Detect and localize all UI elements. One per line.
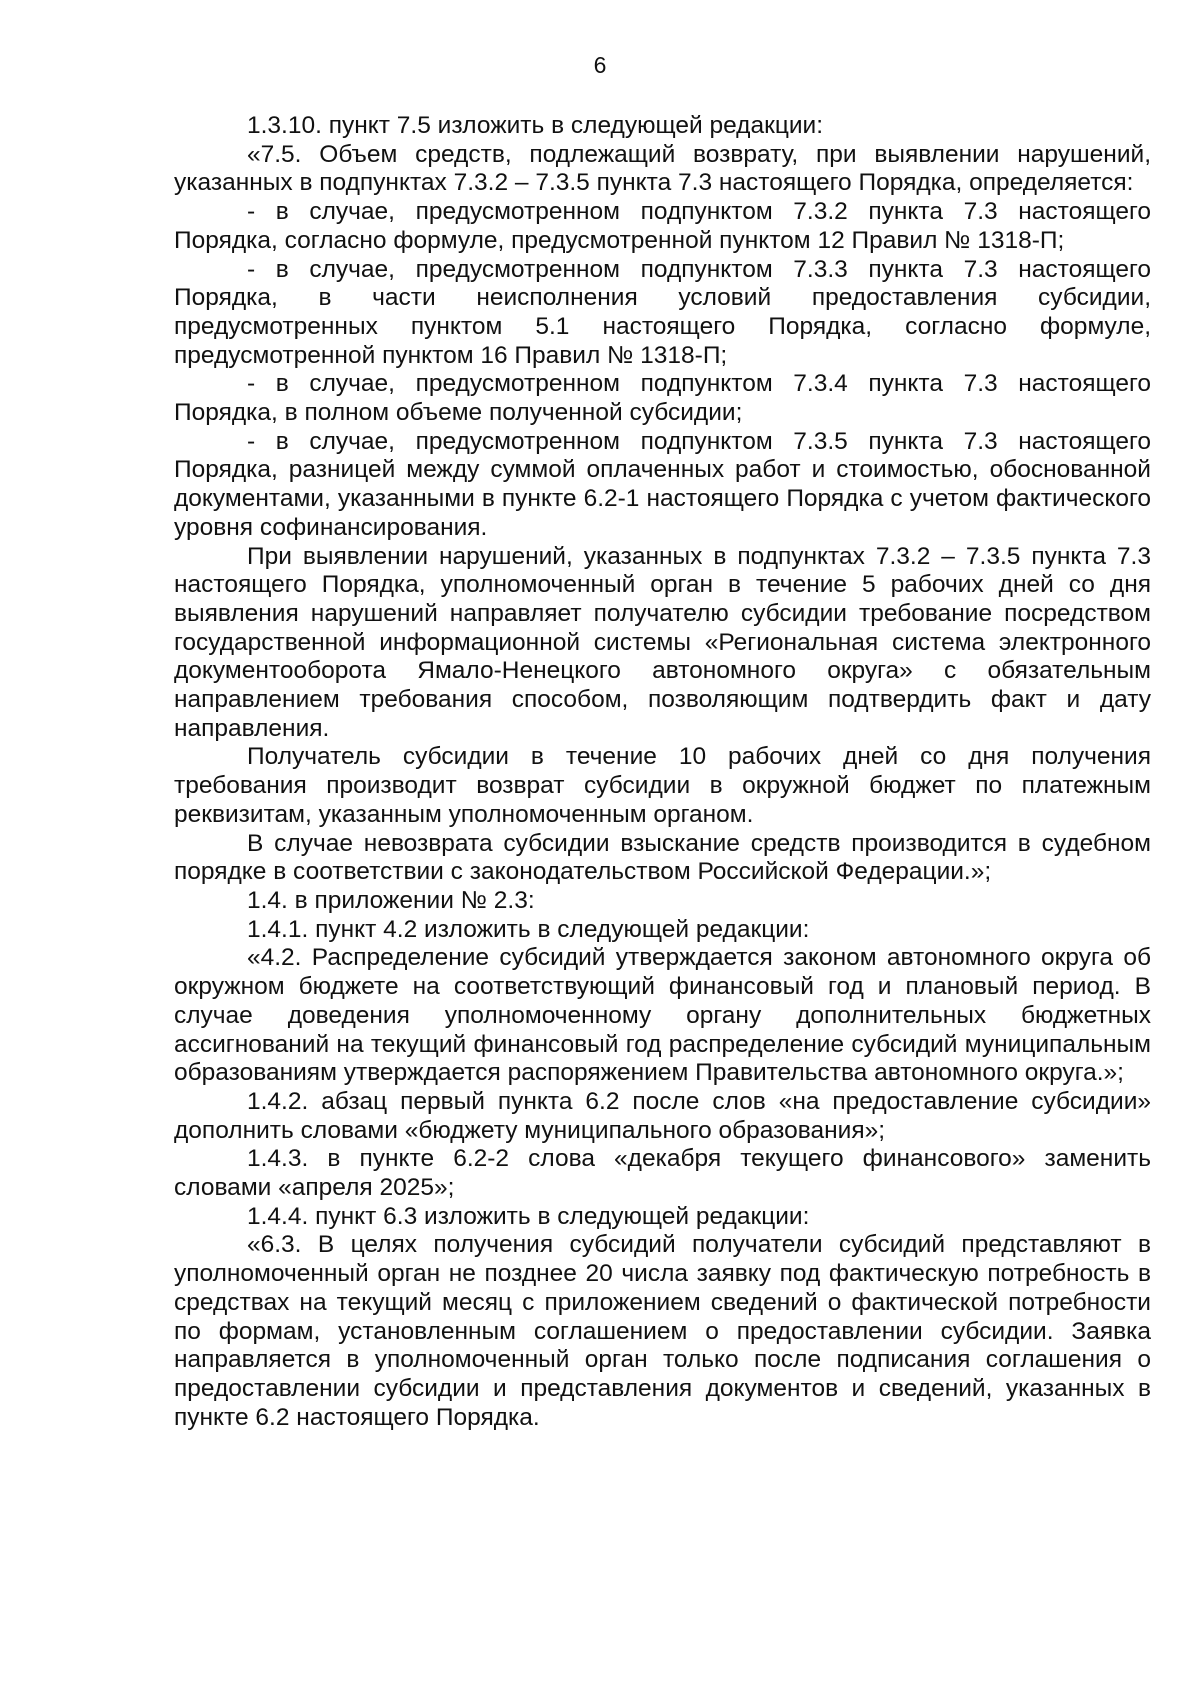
paragraph-7-5-case-7-3-2: - в случае, предусмотренном подпунктом 7.3.2 пункта 7.3 настоящего Порядка, согласно формуле, предусмотренной пунктом 12 Правил № 1318-П;: [174, 198, 1151, 254]
paragraph-1-4-1: 1.4.1. пункт 4.2 изложить в следующей редакции:: [247, 915, 810, 943]
paragraph-7-5: «7.5. Объем средств, подлежащий возврату, при выявлении нарушений, указанных в подпунктах 7.3.2 – 7.3.5 пункта 7.3 настоящего Порядка, определяется:: [174, 140, 1151, 197]
paragraph-7-5-case-7-3-3: - в случае, предусмотренном подпунктом 7.3.3 пункта 7.3 настоящего Порядка, в части неисполнения условий предоставления субсидии, предусмотренных пунктом 5.1 настоящего Порядка, согласно формуле, предусмотренной пунктом 16 Правил № 1318-П;: [174, 255, 1151, 369]
paragraph-1-4-2: 1.4.2. абзац первый пункта 6.2 после слов «на предоставление субсидии» дополнить словами «бюджету муниципального образования»;: [174, 1087, 1151, 1144]
paragraph-6-3: «6.3. В целях получения субсидий получатели субсидий представляют в уполномоченный орган не позднее 20 числа заявку под фактическую потребность в средствах на текущий месяц с приложением сведений о фактической потребности по формам, установленным соглашением о предоставлении субсидии. Заявка направляется в уполномоченный орган только после подписания соглашения о предоставлении субсидии и представления документов и сведений, указанных в пункте 6.2 настоящего Порядка.: [174, 1231, 1151, 1431]
paragraph-1-4: 1.4. в приложении № 2.3:: [247, 886, 535, 914]
document-body: [174, 112, 1151, 1432]
paragraph-1-3-10: 1.3.10. пункт 7.5 изложить в следующей редакции:: [247, 112, 824, 139]
paragraph-violation-requirement: При выявлении нарушений, указанных в подпунктах 7.3.2 – 7.3.5 пункта 7.3 настоящего Порядка, уполномоченный орган в течение 5 рабочих дней со дня выявления нарушений направляет получателю субсидии требование посредством государственной информационной системы «Региональная система электронного документооборота Ямало-Ненецкого автономного округа» с обязательным направлением требования способом, позволяющим подтвердить факт и дату направления.: [174, 542, 1151, 742]
paragraph-subsidy-return: Получатель субсидии в течение 10 рабочих дней со дня получения требования производит возврат субсидии в окружной бюджет по платежным реквизитам, указанным уполномоченным органом.: [174, 743, 1151, 828]
paragraph-court-recovery: В случае невозврата субсидии взыскание средств производится в судебном порядке в соответствии с законодательством Российской Федерации.»;: [174, 829, 1151, 886]
page-number: 6: [593, 52, 607, 78]
paragraph-1-4-3: 1.4.3. в пункте 6.2-2 слова «декабря текущего финансового» заменить словами «апреля 2025»;: [174, 1145, 1151, 1202]
paragraph-7-5-case-7-3-5: - в случае, предусмотренном подпунктом 7.3.5 пункта 7.3 настоящего Порядка, разницей между суммой оплаченных работ и стоимостью, обоснованной документами, указанными в пункте 6.2-1 настоящего Порядка с учетом фактического уровня софинансирования.: [174, 427, 1151, 541]
paragraph-7-5-case-7-3-4: - в случае, предусмотренном подпунктом 7.3.4 пункта 7.3 настоящего Порядка, в полном объеме полученной субсидии;: [174, 370, 1151, 427]
paragraph-4-2: «4.2. Распределение субсидий утверждается законом автономного округа об окружном бюджете на соответствующий финансовый год и плановый период. В случае доведения уполномоченному органу дополнительных бюджетных ассигнований на текущий финансовый год распределение субсидий муниципальным образованиям утверждается распоряжением Правительства автономного округа.»;: [174, 944, 1151, 1087]
paragraph-1-4-4: 1.4.4. пункт 6.3 изложить в следующей редакции:: [247, 1202, 810, 1230]
